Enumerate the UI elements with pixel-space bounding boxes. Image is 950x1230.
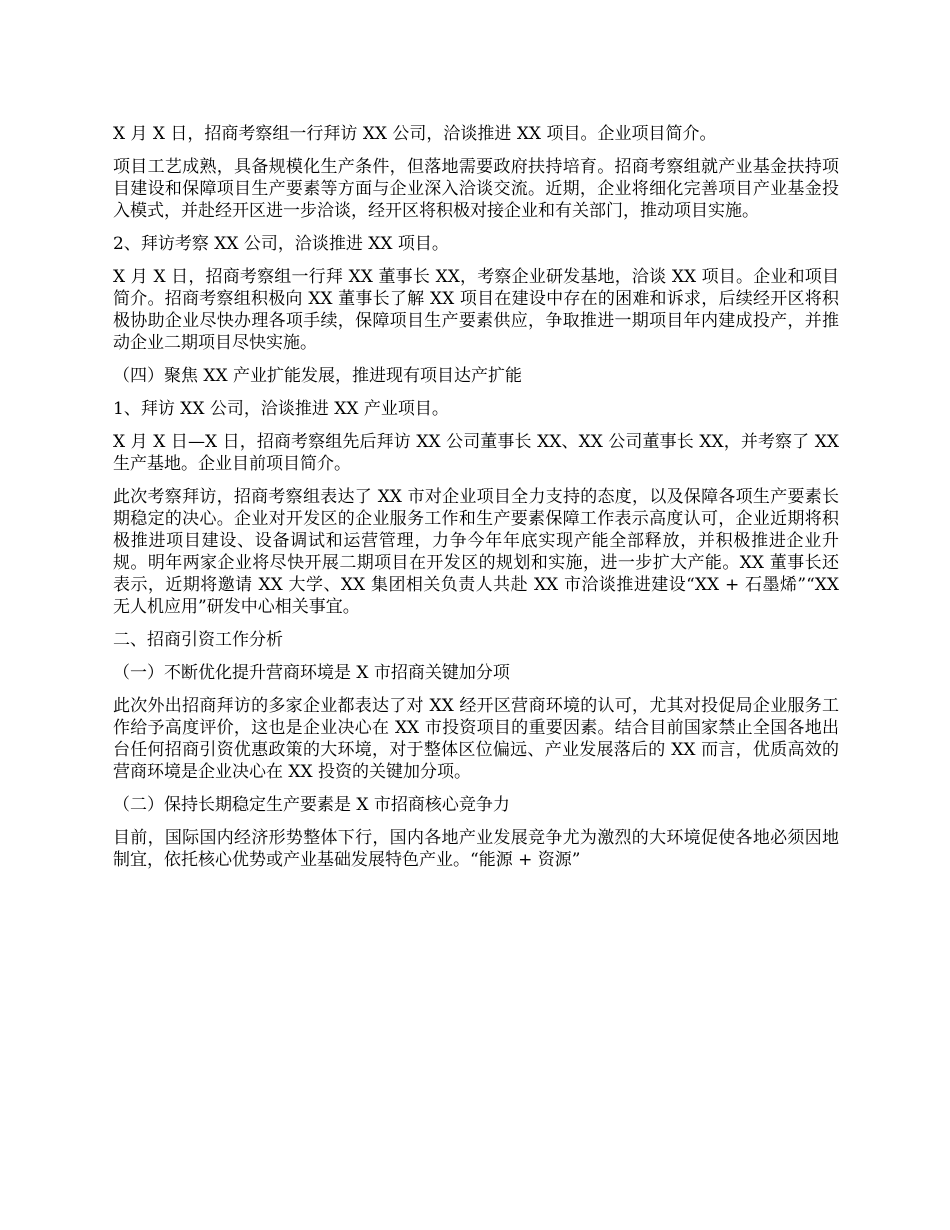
heading-analysis: 二、招商引资工作分析 — [113, 630, 283, 650]
document-body — [113, 123, 839, 882]
heading-visit-1: 1、拜访 XX 公司，洽谈推进 XX 产业项目。 — [113, 399, 449, 419]
paragraph-visit-intro: X 月 X 日，招商考察组一行拜访 XX 公司，洽谈推进 XX 项目。企业项目简介。 — [113, 124, 717, 144]
paragraph-visit-2-detail: X 月 X 日，招商考察组一行拜 XX 董事长 XX，考察企业研发基地，洽谈 XX 项目。企业和项目简介。招商考察组积极向 XX 董事长了解 XX 项目在建设中存在的困难和诉求，后续经开区将积极协助企业尽快办理各项手续，保障项目生产要素供应，争取推进一期项目年内建成投产，并推动企业二期项目尽快实施。 — [113, 267, 839, 353]
paragraph-analysis-1: 此次外出招商拜访的多家企业都表达了对 XX 经开区营商环境的认可，尤其对投促局企业服务工作给予高度评价，这也是企业决心在 XX 市投资项目的重要因素。结合目前国家禁止全国各地出台任何招商引资优惠政策的大环境，对于整体区位偏远、产业发展落后的 XX 而言，优质高效的营商环境是企业决心在 XX 投资的关键加分项。 — [113, 696, 839, 782]
heading-analysis-1: （一）不断优化提升营商环境是 X 市招商关键加分项 — [113, 663, 510, 683]
paragraph-project-process: 项目工艺成熟，具备规模化生产条件，但落地需要政府扶持培育。招商考察组就产业基金扶持项目建设和保障项目生产要素等方面与企业深入洽谈交流。近期，企业将细化完善项目产业基金投入模式，并赴经开区进一步洽谈，经开区将积极对接企业和有关部门，推动项目实施。 — [113, 157, 839, 221]
heading-analysis-2: （二）保持长期稳定生产要素是 X 市招商核心竞争力 — [113, 795, 510, 815]
paragraph-visit-1-detail: X 月 X 日—X 日，招商考察组先后拜访 XX 公司董事长 XX、XX 公司董事长 XX，并考察了 XX 生产基地。企业目前项目简介。 — [113, 432, 839, 474]
heading-visit-2: 2、拜访考察 XX 公司，洽谈推进 XX 项目。 — [113, 234, 449, 254]
heading-section-4: （四）聚焦 XX 产业扩能发展，推进现有项目达产扩能 — [113, 366, 523, 386]
paragraph-visit-summary: 此次考察拜访，招商考察组表达了 XX 市对企业项目全力支持的态度，以及保障各项生产要素长期稳定的决心。企业对开发区的企业服务工作和生产要素保障工作表示高度认可，企业近期将积极推进项目建设、设备调试和运营管理，力争今年年底实现产能全部释放，并积极推进企业升规。明年两家企业将尽快开展二期项目在开发区的规划和实施，进一步扩大产能。XX 董事长还表示，近期将邀请 XX 大学、XX 集团相关负责人共赴 XX 市洽谈推进建设“XX + 石墨烯”“XX 无人机应用”研发中心相关事宜。 — [113, 487, 839, 617]
paragraph-analysis-2: 目前，国际国内经济形势整体下行，国内各地产业发展竞争尤为激烈的大环境促使各地必须因地制宜，依托核心优势或产业基础发展特色产业。“能源 + 资源” — [113, 828, 839, 870]
